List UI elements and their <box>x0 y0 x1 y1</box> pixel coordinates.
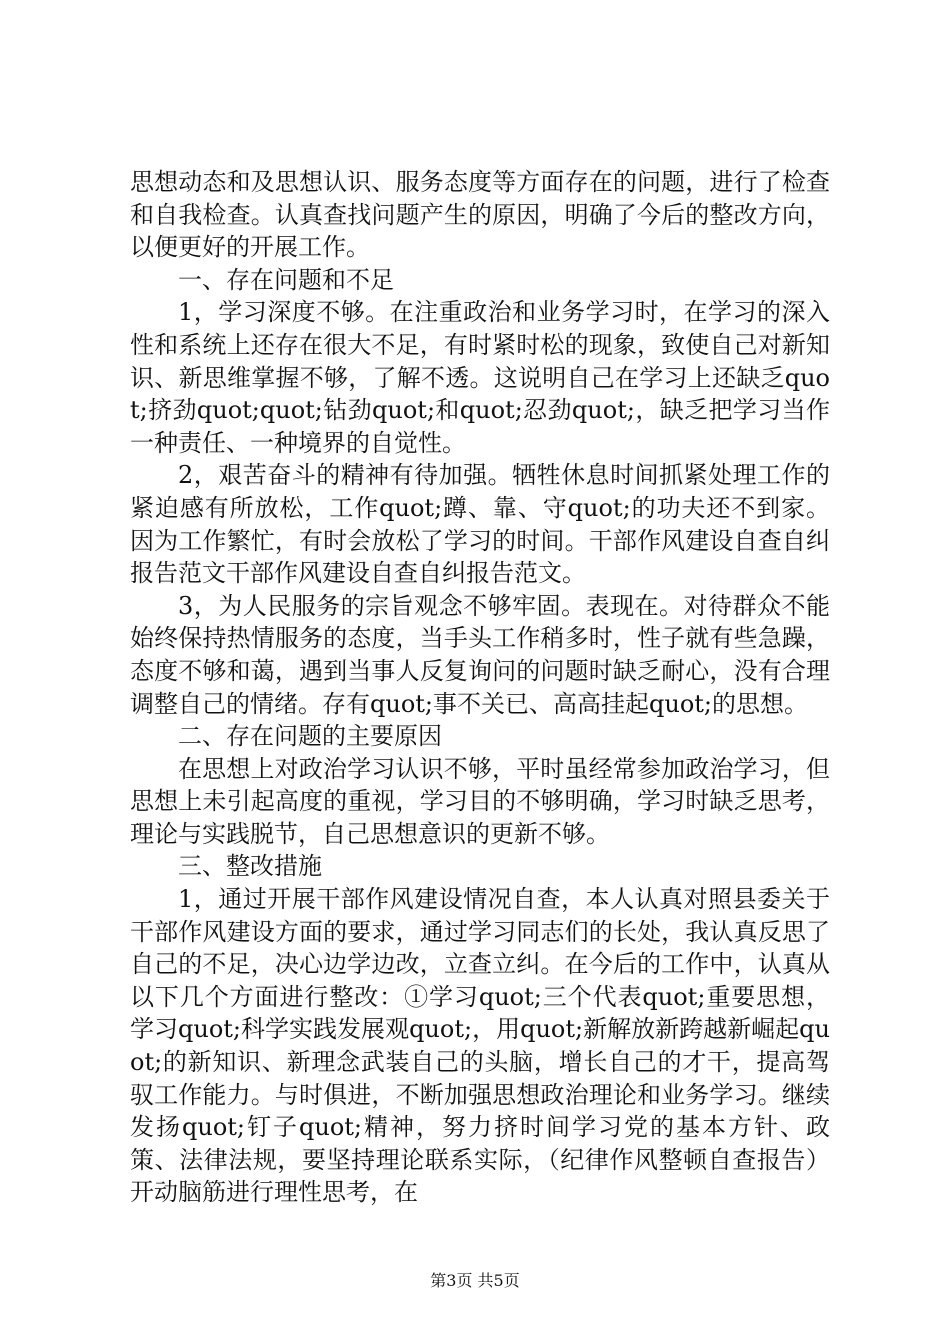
paragraph-issue-3: 3，为人民服务的宗旨观念不够牢固。表现在。对待群众不能始终保持热情服务的态度，当手头工作稍多时，性子就有些急躁，态度不够和蔼，遇到当事人反复询问的问题时缺乏耐心，没有合理调整自己的情绪。存有quot;事不关已、高高挂起quot;的思想。 <box>130 591 830 718</box>
section-heading-2: 二、存在问题的主要原因 <box>178 722 442 751</box>
paragraph-cause: 在思想上对政治学习认识不够，平时虽经常参加政治学习，但思想上未引起高度的重视，学习目的不够明确，学习时缺乏思考，理论与实践脱节，自己思想意识的更新不够。 <box>130 754 830 848</box>
page-number-footer: 第3页 共5页 <box>430 1271 520 1290</box>
paragraph-intro: 思想动态和及思想认识、服务态度等方面存在的问题，进行了检查和自我检查。认真查找问题产生的原因，明确了今后的整改方向，以便更好的开展工作。 <box>130 168 830 262</box>
paragraph-issue-1: 1，学习深度不够。在注重政治和业务学习时，在学习的深入性和系统上还存在很大不足，有时紧时松的现象，致使自己对新知识、新思维掌握不够，了解不透。这说明自己在学习上还缺乏quot;挤劲quot;quot;钻劲quot;和quot;忍劲quot;，缺乏把学习当作一种责任、一种境界的自觉性。 <box>130 298 830 457</box>
document-body <box>130 166 830 1209</box>
paragraph-issue-2: 2，艰苦奋斗的精神有待加强。牺牲休息时间抓紧处理工作的紧迫感有所放松，工作quot;蹲、靠、守quot;的功夫还不到家。因为工作繁忙，有时会放松了学习的时间。干部作风建设自查自纠报告范文干部作风建设自查自纠报告范文。 <box>130 461 830 588</box>
paragraph-measure-1: 1，通过开展干部作风建设情况自查，本人认真对照县委关于干部作风建设方面的要求，通过学习同志们的长处，我认真反思了自己的不足，决心边学边改，立查立纠。在今后的工作中，认真从以下几个方面进行整改：①学习quot;三个代表quot;重要思想，学习quot;科学实践发展观quot;，用quot;新解放新跨越新崛起quot;的新知识、新理念武装自己的头脑，增长自己的才干，提高驾驭工作能力。与时俱进，不断加强思想政治理论和业务学习。继续发扬quot;钉子quot;精神，努力挤时间学习党的基本方针、政策、法律法规，要坚持理论联系实际，（纪律作风整顿自查报告）开动脑筋进行理性思考，在 <box>130 885 830 1207</box>
section-heading-1: 一、存在问题和不足 <box>178 265 394 294</box>
section-heading-3: 三、整改措施 <box>178 852 322 881</box>
